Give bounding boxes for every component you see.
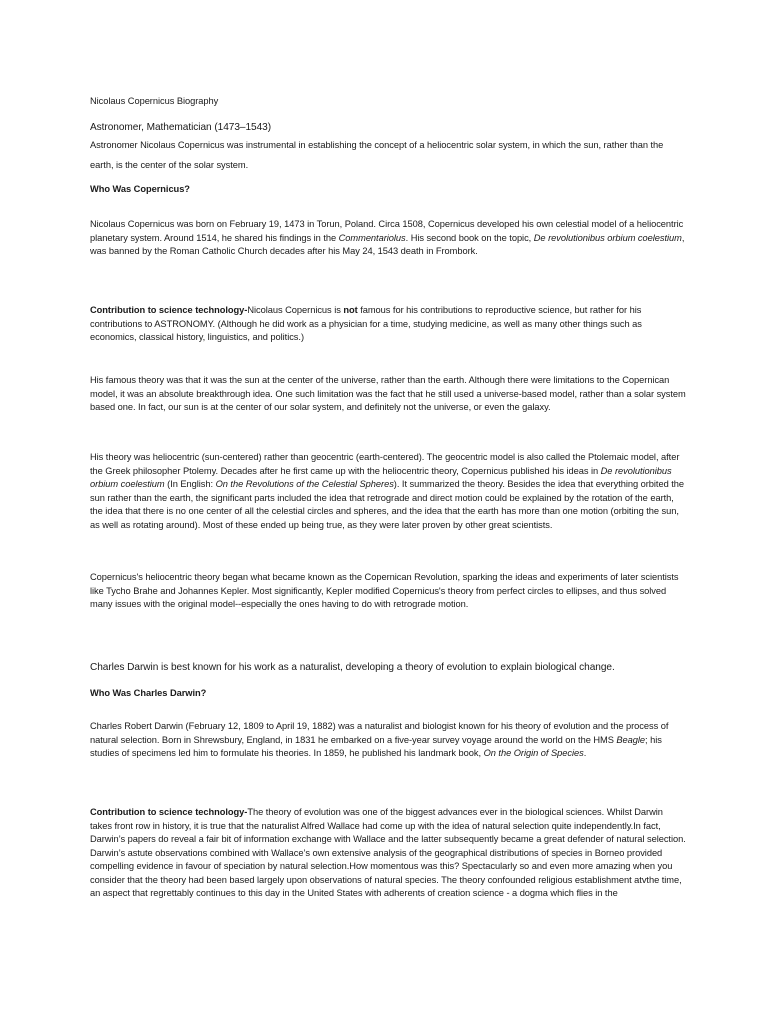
intro-paragraph: Astronomer Nicolaus Copernicus was instrumental in establishing the concept of a heliocentric solar system, in which the sun, rather than the earth, is the center of the solar system. [90, 140, 664, 170]
darwin-intro: Charles Darwin is best known for his work as a naturalist, developing a theory of evolution to explain biological change. [90, 662, 615, 673]
document-subtitle: Astronomer, Mathematician (1473–1543) [90, 122, 272, 133]
document-page [90, 0, 686, 1024]
darwin-contribution-paragraph: Contribution to science technology-The theory of evolution was one of the biggest advances ever in the biological sciences. Whilst Darwin takes front row in history, it is true that the naturalist Alfred Wallace had come up with the idea of natural selection quite independently.In fact, Darwin’s papers do reveal a fair bit of information exchange with Wallace and the latter subsequently became a great defender of natural selection. Darwin’s astute observations combined with Wallace’s own extensive analysis of the geographical distributions of species in Borneo provided compelling evidence in favour of speciation by natural selection.How momentous was this? Spectacularly so and even more amazing when you consider that the theory had been based largely upon observations of natural species. The theory confounded religious establishment atvthe time, an aspect that regrettably continues to this day in the United States with adherents of creation science - a dogma which flies in the [90, 807, 686, 898]
document-title: Nicolaus Copernicus Biography [90, 96, 219, 106]
copernicus-paragraph-4: Copernicus's heliocentric theory began what became known as the Copernican Revolution, sparking the ideas and experiments of later scientists like Tycho Brahe and Johannes Kepler. Most significantly, Kepler modified Copernicus's theory from perfect circles to ellipses, and thus solved many issues with the original model--especially the ones having to do with retrograde motion. [90, 572, 679, 609]
copernicus-paragraph-3: His theory was heliocentric (sun-centered) rather than geocentric (earth-centered). The geocentric model is also called the Ptolemaic model, after the Greek philosopher Ptolemy. Decades after he first came up with the heliocentric theory, Copernicus published his ideas in De revolutionibus orbium coelestium (In English: On the Revolutions of the Celestial Spheres). It summarized the theory. Besides the idea that everything orbited the sun rather than the earth, the significant parts included the idea that retrograde and direct motion could be explained by the rotation of the earth, the idea that there is no one center of all the celestial circles and spheres, and the idea that the earth has more than one motion (orbiting the sun, as well as rotating around). Most of these ended up being true, as they were later proven by other great scientists. [90, 452, 685, 530]
copernicus-heading: Who Was Copernicus? [90, 184, 190, 194]
copernicus-paragraph-2: His famous theory was that it was the sun at the center of the universe, rather than the earth. Although there were limitations to the Copernican model, it was an absolute breakthrough idea. One such limitation was the fact that he still used a universe-based model, rather than a solar system based one. In fact, our sun is at the center of our solar system, and definitely not the universe, or even the galaxy. [90, 375, 686, 412]
darwin-paragraph-1: Charles Robert Darwin (February 12, 1809 to April 19, 1882) was a naturalist and biologist known for his theory of evolution and the process of natural selection. Born in Shrewsbury, England, in 1831 he embarked on a five-year survey voyage around the world on the HMS Beagle; his studies of specimens led him to formulate his theories. In 1859, he published his landmark book, On the Origin of Species. [90, 721, 669, 758]
darwin-heading: Who Was Charles Darwin? [90, 688, 207, 698]
copernicus-paragraph-1: Nicolaus Copernicus was born on February 19, 1473 in Torun, Poland. Circa 1508, Copernicus developed his own celestial model of a heliocentric planetary system. Around 1514, he shared his findings in the Commentariolus. His second book on the topic, De revolutionibus orbium coelestium, was banned by the Roman Catholic Church decades after his May 24, 1543 death in Frombork. [90, 219, 685, 256]
copernicus-contribution-paragraph: Contribution to science technology-Nicolaus Copernicus is not famous for his contributions to reproductive science, but rather for his contributions to ASTRONOMY. (Although he did work as a physician for a time, studying medicine, as well as many other things such as economics, classical history, linguistics, and politics.) [90, 305, 642, 342]
